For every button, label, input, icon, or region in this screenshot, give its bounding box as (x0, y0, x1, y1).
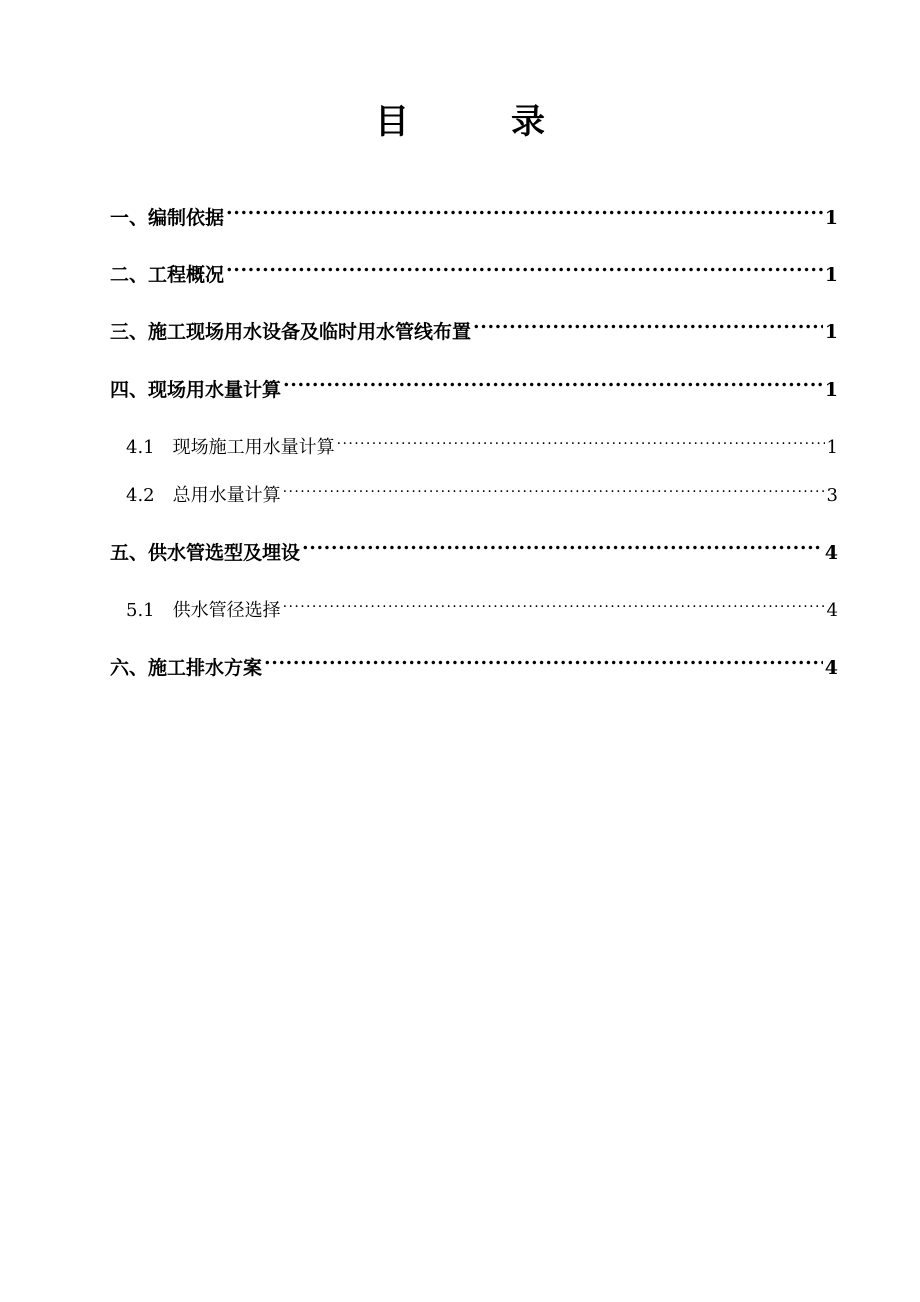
toc-entry-number: 四、 (110, 379, 149, 401)
toc-entry-text: 施工现场用水设备及临时用水管线布置 (148, 321, 472, 343)
toc-dot-leader (283, 588, 825, 616)
toc-entry-4-1[interactable] (126, 425, 838, 458)
toc-entry-text: 供水管径选择 (172, 600, 281, 621)
toc-title: 目 录 (375, 102, 579, 142)
toc-entry-page: 1 (824, 207, 838, 229)
toc-entry-text: 总用水量计算 (172, 485, 281, 506)
toc-entry-2[interactable] (110, 253, 838, 286)
toc-entry-page: 4 (824, 542, 838, 564)
toc-entry-page: 4 (826, 600, 838, 621)
toc-entry-number: 六、 (110, 657, 149, 679)
toc-entry-page: 4 (824, 657, 838, 679)
toc-entry-page: 1 (824, 264, 838, 286)
toc-entry-text: 施工排水方案 (148, 657, 263, 679)
toc-entry-number: 4.2 (126, 485, 155, 506)
toc-entry-4-2[interactable] (126, 473, 838, 506)
toc-entry-number: 一、 (110, 207, 149, 229)
toc-entry-3[interactable] (110, 310, 838, 343)
toc-dot-leader (264, 646, 823, 674)
toc-dot-leader (226, 196, 823, 224)
toc-entry-1[interactable] (110, 196, 838, 229)
toc-entry-text: 现场用水量计算 (148, 379, 282, 401)
toc-dot-leader (473, 310, 823, 338)
toc-dot-leader (283, 368, 823, 396)
toc-entry-text: 编制依据 (148, 207, 225, 229)
toc-entry-number: 三、 (110, 321, 149, 343)
toc-entry-4[interactable] (110, 368, 838, 401)
toc-entry-number: 二、 (110, 264, 149, 286)
toc-entry-page: 1 (826, 437, 838, 458)
toc-entry-text: 供水管选型及埋设 (148, 542, 301, 564)
toc-entry-text: 工程概况 (148, 264, 225, 286)
toc-entry-page: 3 (826, 485, 838, 506)
toc-entry-page: 1 (824, 379, 838, 401)
toc-entry-6[interactable] (110, 646, 838, 679)
toc-entry-page: 1 (824, 321, 838, 343)
toc-dot-leader (226, 253, 823, 281)
toc-entry-5-1[interactable] (126, 588, 838, 621)
toc-entry-5[interactable] (110, 531, 838, 564)
toc-dot-leader (283, 473, 825, 501)
toc-entry-number: 5.1 (126, 600, 155, 621)
toc-entry-number: 4.1 (126, 437, 155, 458)
toc-dot-leader (302, 531, 823, 559)
toc-dot-leader (337, 425, 825, 453)
toc-entry-number: 五、 (110, 542, 149, 564)
toc-entry-text: 现场施工用水量计算 (172, 437, 335, 458)
